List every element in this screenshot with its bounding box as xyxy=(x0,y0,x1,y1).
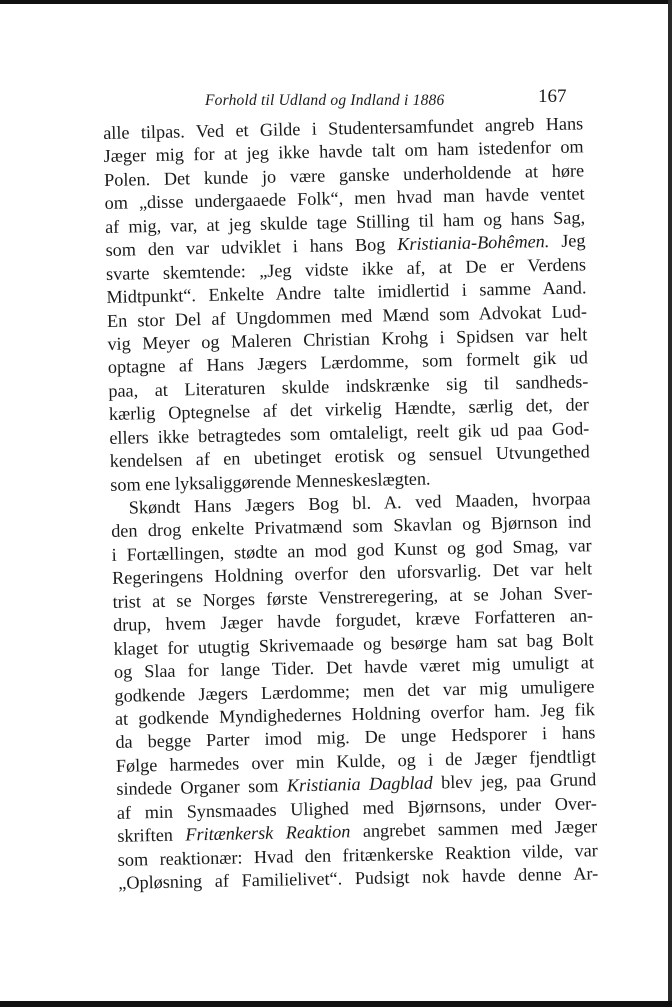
running-head: Forhold til Udland og Indland i 1886 xyxy=(205,92,445,109)
text-line: svarte skemtende: „Jeg vidste ikke af, at De er Verdens xyxy=(105,253,587,284)
text-line: sindede Organer som Kristiania Dagblad blev jeg, paa Grund xyxy=(116,769,597,800)
text-line: Midtpunkt“. Enkelte Andre talte imidlertid i samme Aand. xyxy=(106,277,587,308)
text-line: optagne af Hans Jægers Lærdomme, som formelt gik ud xyxy=(107,347,589,378)
text-line: Regeringens Holdning overfor den uforsvarlig. Det var helt xyxy=(111,558,593,589)
text-line: af min Synsmaades Ulighed med Bjørnsons, under Over- xyxy=(116,792,597,823)
text-line: som reaktionær: Hvad den fritænkerske Reaktion vilde, var xyxy=(117,839,598,870)
text-line: den drog enkelte Privatmænd som Skavlan og Bjørnson ind xyxy=(111,511,592,542)
text-line: Følge harmedes over min Kulde, og i de Jæger fjendtligt xyxy=(115,746,597,776)
text-line: som ene lyksaliggørende Menneskeslægten. xyxy=(110,468,431,495)
text-line: kendelsen af en ubetinget erotisk og sensuel Utvungethed xyxy=(109,441,590,472)
article-title: Fritænkersk Reaktion xyxy=(185,821,351,845)
text-line: alle tilpas. Ved et Gilde i Studentersamfundet angreb Hans xyxy=(103,113,584,143)
text-line: klaget for utugtig Skrivemaade og besørge ham sat bag Bolt xyxy=(113,628,594,659)
scan-edge-bottom xyxy=(0,1001,672,1007)
page-number: 167 xyxy=(538,86,567,107)
scan-edge-top xyxy=(0,0,672,4)
book-title: Kristiania-Bohêmen. xyxy=(397,231,550,255)
text-line: skriften Fritænkersk Reaktion angrebet sammen med Jæger xyxy=(117,816,598,846)
text-line: En stor Del af Ungdommen med Mænd som Advokat Lud- xyxy=(106,300,588,331)
scan-edge-right xyxy=(668,0,672,1007)
text-line: i Fortællingen, stødte an mod god Kunst og god Smag, var xyxy=(111,535,592,565)
text-line: trist at se Norges første Venstreregering, at se Johan Sver- xyxy=(112,582,593,612)
text-line: Polen. Det kunde jo være ganske underholdende at høre xyxy=(103,160,585,190)
text-line: da begge Parter imod mig. De unge Hedsporer i hans xyxy=(115,722,596,753)
text-line: drup, hvem Jæger havde forgudet, kræve Forfatteren an- xyxy=(112,605,594,636)
text-line: Skøndt Hans Jægers Bog bl. A. ved Maaden, hvorpaa xyxy=(128,488,591,518)
newspaper-title: Kristiania Dagblad xyxy=(286,772,433,796)
text-line: og Slaa for lange Tider. Det havde været mig umuligt at xyxy=(113,652,595,682)
text-line: som den var udviklet i hans Bog Kristiania-Bohêmen. Jeg xyxy=(105,230,586,261)
text-line: at godkende Myndighedernes Holdning overfor ham. Jeg fik xyxy=(114,699,596,729)
text-line: vig Meyer og Maleren Christian Krohg i Spidsen var helt xyxy=(107,324,588,354)
text-line: Jæger mig for at jeg ikke havde talt om ham istedenfor om xyxy=(103,136,584,167)
text-line: paa, at Literaturen skulde indskrænke sig til sandheds- xyxy=(108,371,589,401)
text-line: godkende Jægers Lærdomme; men det var mig umuligere xyxy=(114,675,595,706)
text-line: ellers ikke betragtedes som omtaleligt, reelt gik ud paa God- xyxy=(109,417,590,448)
body-text xyxy=(103,112,598,895)
text-line: „Opløsning af Familielivet“. Pudsigt nok havde denne Ar- xyxy=(118,863,599,893)
text-line: om „disse undergaaede Folk“, men hvad man havde ventet xyxy=(104,183,585,214)
text-line: af mig, var, at jeg skulde tage Stilling til ham og hans Sag, xyxy=(104,207,586,237)
text-line: kærlig Optegnelse af det virkelig Hændte, særlig det, der xyxy=(108,394,589,425)
